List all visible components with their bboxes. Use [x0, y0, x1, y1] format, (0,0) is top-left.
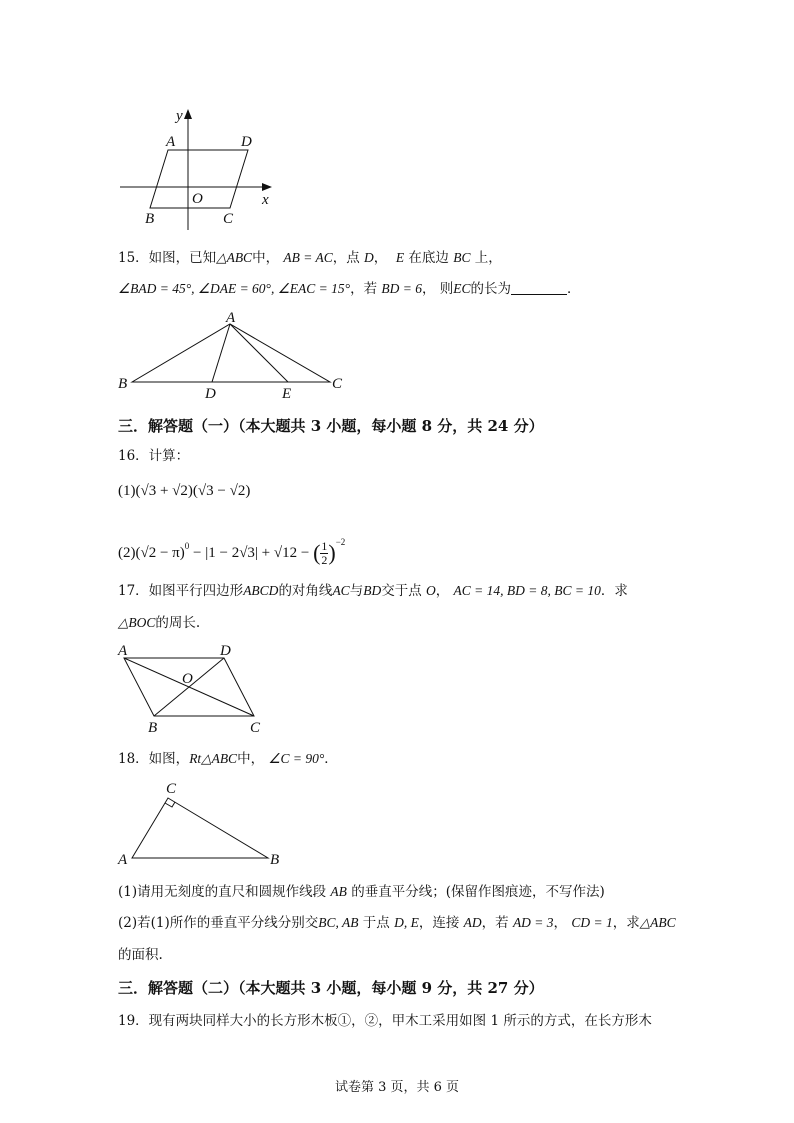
label-d: D	[220, 643, 231, 659]
label-b: B	[145, 211, 155, 227]
label-a: A	[226, 310, 236, 326]
denominator: 2	[321, 552, 328, 567]
math: D	[364, 250, 374, 265]
math: D, E	[394, 915, 419, 930]
label-c: C	[223, 211, 234, 227]
text: (1)请用无刻度的直尺和圆规作线段	[118, 884, 327, 900]
triangle-abc	[132, 798, 268, 858]
math: O	[426, 583, 436, 598]
math: ∠C = 90°	[268, 751, 325, 766]
figure-parallelogram-diagonals	[112, 640, 272, 736]
text: 于点	[362, 915, 390, 931]
text: ，连接	[418, 915, 460, 931]
q18-part2	[118, 914, 676, 932]
q16-part2	[118, 533, 345, 567]
q18-part1	[118, 883, 605, 901]
text: 15．如图，已知	[118, 250, 217, 266]
label-y: y	[176, 108, 183, 124]
label-x: x	[262, 192, 269, 208]
label-c: C	[332, 376, 343, 392]
q16-part1	[118, 481, 250, 500]
math: (√2 − π)	[135, 545, 185, 561]
text: ，点	[332, 250, 360, 266]
label-c: C	[166, 781, 177, 797]
math: BC	[453, 250, 471, 265]
fraction-paren: (	[313, 540, 321, 565]
numerator: 1	[321, 538, 328, 553]
section-title-2: 三．解答题（二）（本大题共 3 小题，每小题 9 分，共 27 分）	[118, 979, 544, 997]
text: ，若	[481, 915, 509, 931]
text: 的垂直平分线；(保留作图痕迹，不写作法)	[351, 884, 605, 900]
part-label: (1)	[118, 483, 136, 499]
text: ．	[324, 751, 338, 767]
section-title-1: 三．解答题（一）（本大题共 3 小题，每小题 8 分，共 24 分）	[118, 417, 544, 435]
text: 中，	[237, 751, 265, 767]
x-axis-arrow	[262, 183, 272, 191]
math: AB = AC	[283, 250, 333, 265]
answer-blank[interactable]	[511, 280, 567, 295]
text: (2)若(1)所作的垂直平分线分别交	[118, 915, 319, 931]
math: AC = 14, BD = 8, BC = 10	[453, 583, 601, 598]
fraction-paren: )	[328, 540, 336, 565]
text: ．求	[600, 583, 628, 599]
math: Rt△ABC	[189, 751, 238, 766]
label-a: A	[118, 643, 128, 659]
text: ．	[567, 281, 581, 297]
math: BC, AB	[318, 915, 359, 930]
q18-line1	[118, 750, 338, 768]
math: AD = 3	[512, 915, 554, 930]
text: ，	[373, 250, 388, 266]
math: ABCD	[243, 583, 279, 598]
text: 中，	[252, 250, 280, 266]
math: AC	[332, 583, 350, 598]
math: (√3 + √2)(√3 − √2)	[135, 483, 251, 499]
math: △BOC	[118, 615, 156, 630]
label-d: D	[241, 134, 252, 150]
label-d: D	[205, 386, 216, 400]
math: − |1 − 2√3| + √12 −	[189, 545, 314, 561]
math: BD	[363, 583, 382, 598]
math: E	[395, 250, 405, 265]
math: CD = 1	[571, 915, 613, 930]
q16-title: 16．计算：	[118, 448, 190, 464]
q15-line1	[118, 249, 502, 267]
text: 交于点	[381, 583, 422, 599]
label-a: A	[166, 134, 176, 150]
label-b: B	[148, 720, 158, 736]
math: △ABC	[216, 250, 253, 265]
text: ，	[553, 915, 568, 931]
math: ∠BAD = 45°, ∠DAE = 60°, ∠EAC = 15°	[118, 281, 351, 296]
page-footer: 试卷第 3 页，共 6 页	[334, 1080, 460, 1095]
text: ，	[435, 583, 450, 599]
text: 的周长.	[155, 615, 201, 631]
text: ，若	[350, 281, 378, 297]
part-label: (2)	[118, 545, 136, 561]
math: AB	[330, 884, 347, 899]
label-c: C	[250, 720, 261, 736]
q17-line2	[118, 614, 200, 632]
q19-line1: 19．现有两块同样大小的长方形木板①，②，甲木工采用如图 1 所示的方式，在长方形木	[118, 1013, 652, 1029]
text: 17．如图平行四边形	[118, 583, 244, 599]
label-b: B	[118, 376, 128, 392]
figure-coordinate-parallelogram	[112, 100, 282, 235]
text: 上，	[474, 250, 502, 266]
right-angle-mark	[165, 802, 175, 807]
exponent: −2	[335, 537, 346, 547]
text: 的长为	[470, 281, 512, 297]
text: ，求	[612, 915, 640, 931]
text: 在底边	[408, 250, 449, 266]
q17-line1	[118, 582, 628, 600]
math: EC	[453, 281, 471, 296]
q18-part2-line2: 的面积.	[118, 947, 163, 963]
label-o: O	[192, 191, 203, 207]
figure-triangle-abc-de	[112, 308, 352, 400]
y-axis-arrow	[184, 109, 192, 119]
label-o: O	[182, 671, 193, 687]
figure-right-triangle	[112, 776, 292, 868]
math: BD = 6	[381, 281, 422, 296]
triangle-abc	[132, 324, 330, 382]
text: 的对角线	[278, 583, 333, 599]
diagonal-bd	[154, 658, 224, 716]
label-e: E	[282, 386, 292, 400]
label-a: A	[118, 852, 128, 868]
math: △ABC	[639, 915, 676, 930]
text: ， 则	[421, 281, 454, 297]
text: 18．如图，	[118, 751, 190, 767]
math: AD	[463, 915, 482, 930]
text: 与	[349, 583, 364, 599]
label-b: B	[270, 852, 280, 868]
exponent: 0	[184, 541, 190, 551]
q15-line2	[118, 280, 581, 298]
